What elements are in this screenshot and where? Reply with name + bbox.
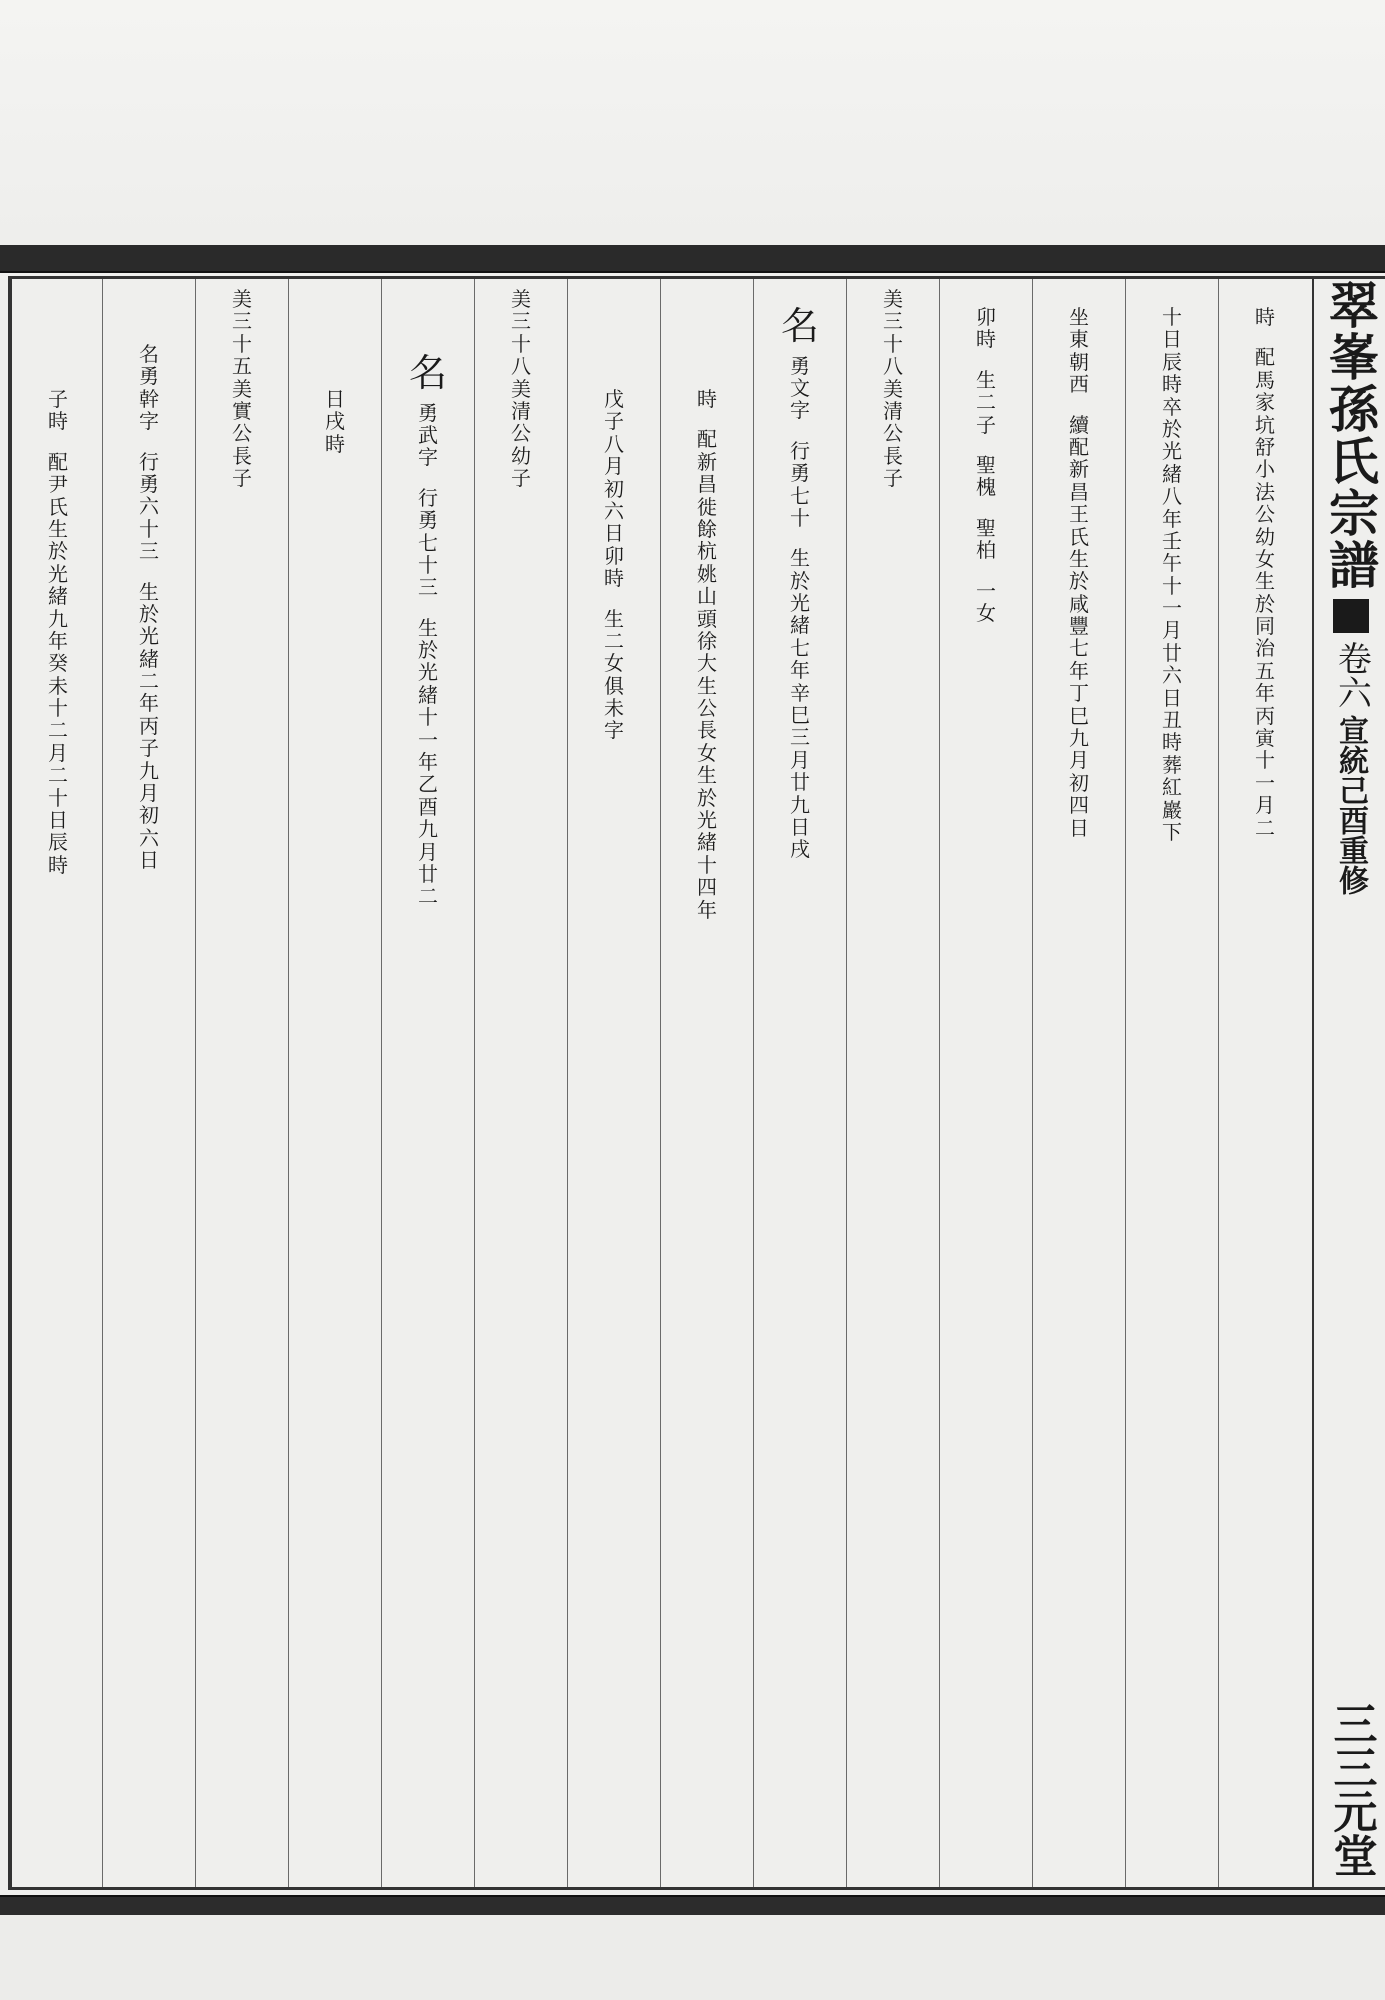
- text-cell: 聖 槐: [976, 452, 996, 500]
- text-column-5: [847, 279, 939, 1887]
- text-cell: 勇 武 字: [418, 400, 438, 470]
- text-cell-prefix: 名: [780, 304, 819, 348]
- text-column-11: [289, 279, 381, 1887]
- text-column-6: [754, 279, 846, 1887]
- text-column-13: [103, 279, 195, 1887]
- text-column-1: [1219, 279, 1311, 1887]
- text-column-9: [475, 279, 567, 1887]
- text-cell: 子 時: [48, 387, 68, 434]
- page-margin-column: [1312, 279, 1385, 1887]
- page-frame-inner-bottom-line: [8, 1887, 1385, 1890]
- text-cell: 生 二 子: [976, 367, 996, 437]
- text-column-12: [196, 279, 288, 1887]
- bottom-blank-margin: [0, 1915, 1385, 2000]
- text-cell: 配 尹 氏 生 於 光 緒 九 年 癸 未 十 二 月 二 十 日 辰 時: [48, 449, 68, 877]
- genealogy-title: 翠峯孫氏宗譜: [1321, 279, 1380, 591]
- text-cell: 行 勇 七 十: [790, 438, 810, 530]
- text-cell: 坐 東 朝 西: [1069, 305, 1089, 397]
- text-cell: 行 勇 七 十 三: [418, 485, 438, 600]
- text-cell: 時: [697, 387, 717, 411]
- text-cell: 配 新 昌 徙 餘 杭 姚 山 頭 徐 大 生 公 長 女 生 於 光 緒 十 四 年: [697, 427, 717, 922]
- edition-label: 宣統己酉重修: [1333, 715, 1368, 895]
- text-cell: 美 三 十 五 美 實 公 長 子: [232, 287, 252, 491]
- text-cell: 十 日 辰 時 卒 於 光 緒 八 年 壬 午 十 一 月 廿 六 日 丑 時 葬 紅 巖 下: [1162, 305, 1182, 844]
- text-cell: 聖 柏: [976, 515, 996, 563]
- text-cell: 一 女: [976, 578, 996, 625]
- text-cell: 續 配 新 昌 王 氏 生 於 咸 豐 七 年 丁 巳 九 月 初 四 日: [1069, 412, 1089, 840]
- text-column-10: [382, 279, 474, 1887]
- text-column-8: [568, 279, 660, 1887]
- text-cell: 美 三 十 八 美 清 公 幼 子: [511, 287, 531, 491]
- text-cell: 行 勇 六 十 三: [139, 449, 159, 564]
- text-cell: 配 馬 家 坑 舒 小 法 公 幼 女 生 於 同 治 五 年 丙 寅 十 一 月 二: [1255, 345, 1275, 840]
- text-cell-prefix: 名: [408, 351, 447, 395]
- text-cell: 美 三 十 八 美 清 公 長 子: [883, 287, 903, 491]
- text-column-3: [1033, 279, 1125, 1887]
- text-cell: 卯 時: [976, 305, 996, 352]
- text-cell: 戊 子 八 月 初 六 日 卯 時: [604, 387, 624, 591]
- page-frame-bottom-border: [0, 1895, 1385, 1917]
- page-frame-top-border: [0, 245, 1385, 273]
- text-cell: 日 戌 時: [325, 387, 345, 456]
- text-column-14: [12, 279, 104, 1887]
- text-cell: 生 二 女 俱 未 字: [604, 606, 624, 743]
- text-cell: 生 於 光 緒 七 年 辛 巳 三 月 廿 九 日 戌: [790, 546, 810, 862]
- text-cell: 名 勇 幹 字: [139, 342, 159, 434]
- text-column-4: [940, 279, 1032, 1887]
- fish-tail-mark: [1333, 599, 1369, 633]
- text-cell: 時: [1255, 305, 1275, 329]
- text-column-7: [661, 279, 753, 1887]
- text-cell: 生 於 光 緒 二 年 丙 子 九 月 初 六 日: [139, 579, 159, 873]
- genealogy-page: [12, 279, 1385, 1887]
- volume-label: 卷六: [1331, 641, 1372, 709]
- hall-name: 三三元堂: [1325, 1701, 1377, 1877]
- text-cell: 勇 文 字: [790, 353, 810, 423]
- text-cell: 生 於 光 緒 十 一 年 乙 酉 九 月 廿 二: [418, 615, 438, 909]
- top-blank-margin: [0, 0, 1385, 245]
- text-column-2: [1126, 279, 1218, 1887]
